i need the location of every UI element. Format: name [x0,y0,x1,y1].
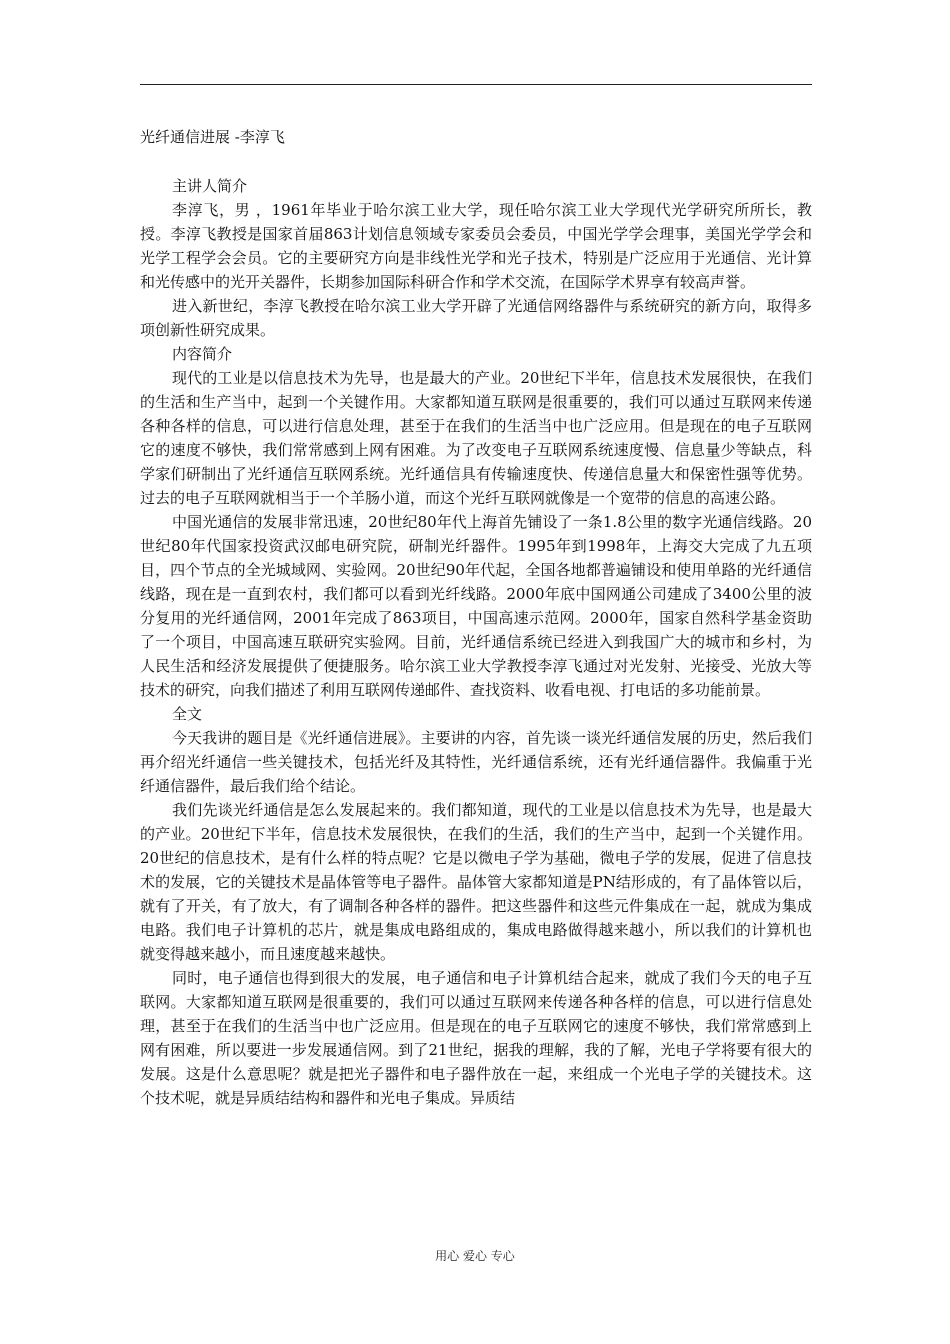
header-rule [140,84,812,85]
paragraph: 现代的工业是以信息技术为先导，也是最大的产业。20世纪下半年，信息技术发展很快，在我们的生活和生产当中，起到一个关键作用。大家都知道互联网是很重要的，我们可以通过互联网来传递各种各样的信息，可以进行信息处理，甚至于在我们的生活当中也广泛应用。但是现在的电子互联网它的速度不够快，我们常常感到上网有困难。为了改变电子互联网系统速度慢、信息量少等缺点，科学家们研制出了光纤通信互联网系统。光纤通信具有传输速度快、传递信息量大和保密性强等优势。过去的电子互联网就相当于一个羊肠小道，而这个光纤互联网就像是一个宽带的信息的高速公路。 [140,369,812,507]
paragraph: 进入新世纪，李淳飞教授在哈尔滨工业大学开辟了光通信网络器件与系统研究的新方向，取得多项创新性研究成果。 [140,297,812,339]
section-heading: 内容简介 [172,345,233,363]
page-footer: 用心 爱心 专心 [435,1249,515,1263]
section-heading: 主讲人简介 [172,177,248,195]
paragraph: 我们先谈光纤通信是怎么发展起来的。我们都知道，现代的工业是以信息技术为先导，也是最大的产业。20世纪下半年，信息技术发展很快，在我们的生活，我们的生产当中，起到一个关键作用。20世纪的信息技术，是有什么样的特点呢？它是以微电子学为基础，微电子学的发展，促进了信息技术的发展，它的关键技术是晶体管等电子器件。晶体管大家都知道是PN结形成的，有了晶体管以后，就有了开关，有了放大，有了调制各种各样的器件。把这些器件和这些元件集成在一起，就成为集成电路。我们电子计算机的芯片，就是集成电路组成的，集成电路做得越来越小，所以我们的计算机也就变得越来越小，而且速度越来越快。 [140,801,812,963]
document-title: 光纤通信进展 -李淳飞 [140,128,285,146]
paragraph: 李淳飞，男 ，1961年毕业于哈尔滨工业大学，现任哈尔滨工业大学现代光学研究所所长，教授。李淳飞教授是国家首届863计划信息领域专家委员会委员，中国光学学会理事，美国光学学会和光学工程学会会员。它的主要研究方向是非线性光学和光子技术，特别是广泛应用于光通信、光计算和光传感中的光开关器件，长期参加国际科研合作和学术交流，在国际学术界享有较高声誉。 [140,201,812,291]
document-body [140,174,812,1110]
section-speaker-intro [140,174,812,342]
section-heading: 全文 [172,705,203,723]
paragraph: 今天我讲的题目是《光纤通信进展》。主要讲的内容，首先谈一谈光纤通信发展的历史，然后我们再介绍光纤通信一些关键技术，包括光纤及其特性，光纤通信系统，还有光纤通信器件。我偏重于光纤通信器件，最后我们给个结论。 [140,729,812,795]
section-content-summary [140,342,812,702]
paragraph: 中国光通信的发展非常迅速，20世纪80年代上海首先铺设了一条1.8公里的数字光通信线路。20世纪80年代国家投资武汉邮电研究院，研制光纤器件。1995年到1998年，上海交大完成了九五项目，四个节点的全光城域网、实验网。20世纪90年代起，全国各地都普遍铺设和使用单路的光纤通信线路，现在是一直到农村，我们都可以看到光纤线路。2000年底中国网通公司建成了3400公里的波分复用的光纤通信网，2001年完成了863项目，中国高速示范网。2000年，国家自然科学基金资助了一个项目，中国高速互联研究实验网。目前，光纤通信系统已经进入到我国广大的城市和乡村，为人民生活和经济发展提供了便捷服务。哈尔滨工业大学教授李淳飞通过对光发射、光接受、光放大等技术的研究，向我们描述了利用互联网传递邮件、查找资料、收看电视、打电话的多功能前景。 [140,513,812,699]
paragraph: 同时，电子通信也得到很大的发展，电子通信和电子计算机结合起来，就成了我们今天的电子互联网。大家都知道互联网是很重要的，我们可以通过互联网来传递各种各样的信息，可以进行信息处理，甚至于在我们的生活当中也广泛应用。但是现在的电子互联网它的速度不够快，我们常常感到上网有困难，所以要进一步发展通信网。到了21世纪，据我的理解，我的了解，光电子学将要有很大的发展。这是什么意思呢？就是把光子器件和电子器件放在一起，来组成一个光电子学的关键技术。这个技术呢，就是异质结结构和器件和光电子集成。异质结 [140,969,812,1107]
section-full-text [140,702,812,1110]
